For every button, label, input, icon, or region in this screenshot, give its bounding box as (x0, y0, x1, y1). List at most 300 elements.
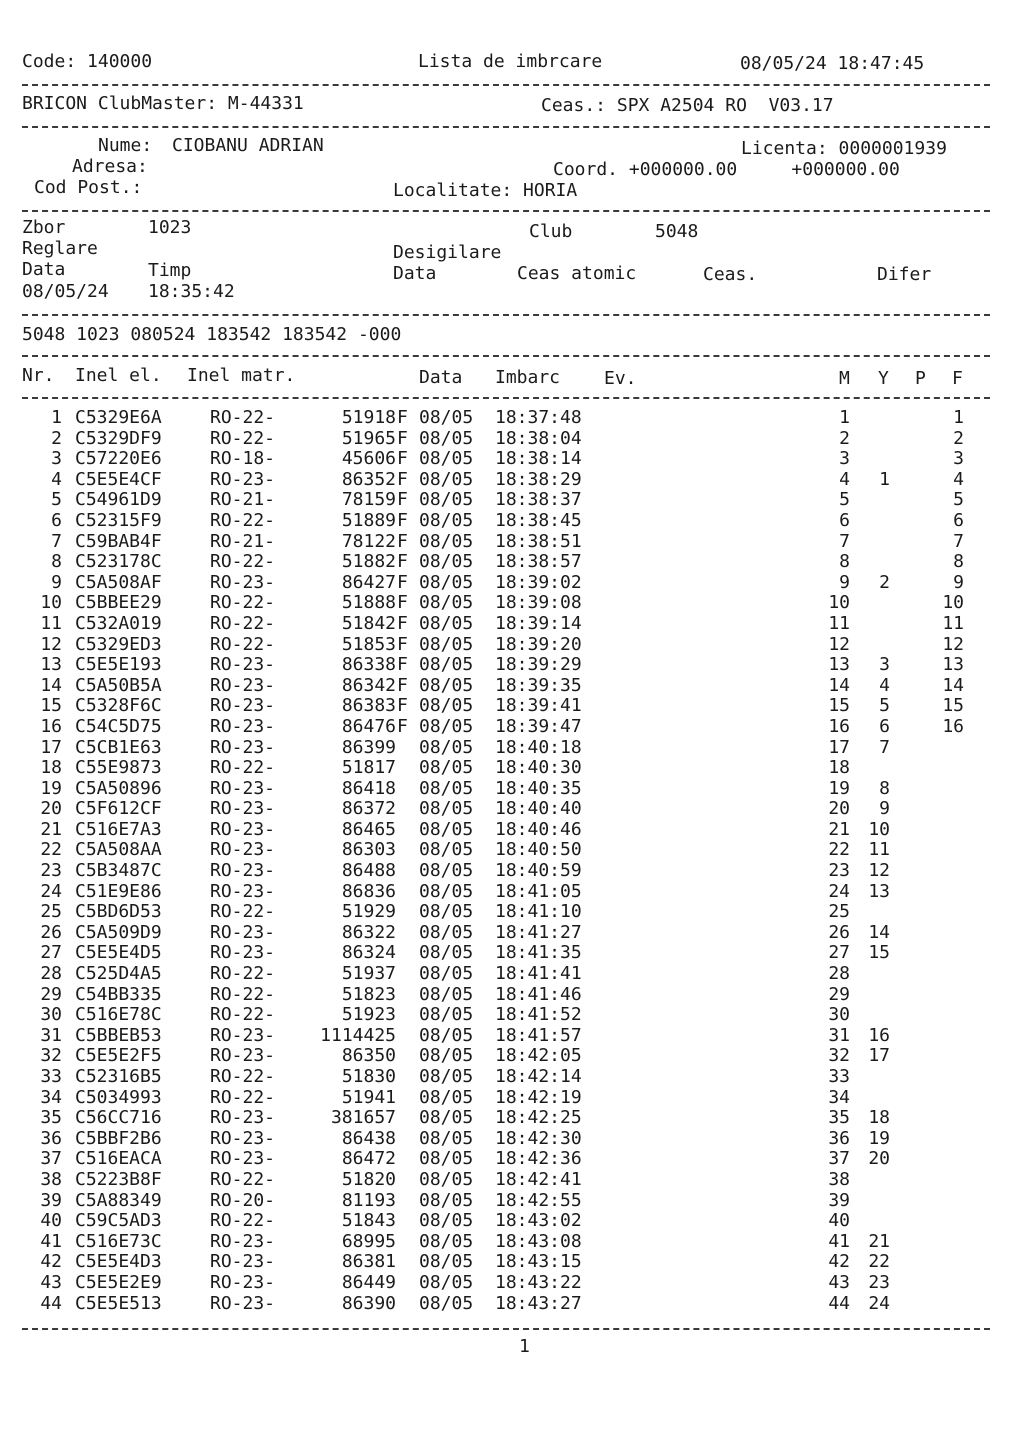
col-f: F (952, 368, 963, 389)
table-row (0, 1026, 1024, 1047)
table-row (0, 738, 1024, 759)
electronic-ring: C5E5E4D3 (75, 1251, 162, 1273)
basketing-date: 08/05 (419, 1004, 474, 1026)
basketing-time: 18:40:18 (495, 736, 582, 758)
ring-prefix: RO-21- (210, 530, 276, 552)
ring-number: 51929 (341, 901, 396, 923)
basketing-time: 18:38:14 (495, 448, 582, 470)
ring-prefix: RO-23- (210, 571, 276, 593)
basketing-time: 18:39:35 (495, 674, 582, 696)
rank-y: 16 (868, 1024, 890, 1046)
separator (22, 210, 990, 212)
rank-f: 1 (953, 407, 964, 428)
ring-prefix: RO-23- (210, 1230, 276, 1252)
electronic-ring: C5329E6A (75, 407, 162, 428)
rank-m: 41 (828, 1230, 850, 1252)
table-row (0, 799, 1024, 820)
basketing-date: 08/05 (419, 1210, 474, 1232)
ring-prefix: RO-23- (210, 1045, 276, 1067)
table-row (0, 1294, 1024, 1315)
table-row (0, 758, 1024, 779)
basketing-date: 08/05 (419, 633, 474, 655)
row-number: 1 (51, 407, 62, 428)
table-row (0, 1129, 1024, 1150)
col-nr: Nr. (22, 365, 55, 386)
electronic-ring: C5E5E4CF (75, 468, 162, 490)
basketing-time: 18:41:35 (495, 942, 582, 964)
rank-m: 3 (839, 448, 850, 470)
rank-m: 19 (828, 777, 850, 799)
basketing-time: 18:38:45 (495, 509, 582, 531)
basketing-time: 18:39:14 (495, 612, 582, 634)
col-ring-number: Inel matr. (187, 365, 296, 386)
basketing-date: 08/05 (419, 551, 474, 573)
electronic-ring: C5A508AF (75, 571, 162, 593)
ring-number: 86390 (341, 1292, 396, 1314)
rank-m: 7 (839, 530, 850, 552)
electronic-ring: C5329ED3 (75, 633, 162, 655)
ring-prefix: RO-23- (210, 777, 276, 799)
ring-prefix: RO-23- (210, 1148, 276, 1170)
clock-label: Ceas. (703, 264, 758, 285)
ring-prefix: RO-23- (210, 1127, 276, 1149)
basketing-time: 18:42:19 (495, 1086, 582, 1108)
ring-number: 51941 (341, 1086, 396, 1108)
rank-m: 12 (828, 633, 850, 655)
table-row (0, 985, 1024, 1006)
electronic-ring: C5328F6C (75, 695, 162, 717)
table-row (0, 1046, 1024, 1067)
basketing-date: 08/05 (419, 880, 474, 902)
rank-m: 18 (828, 757, 850, 779)
unsealing-label: Desigilare (393, 242, 502, 263)
ring-prefix: RO-23- (210, 736, 276, 758)
row-number: 7 (51, 530, 62, 552)
rank-f: 5 (953, 489, 964, 511)
basketing-date: 08/05 (419, 571, 474, 593)
separator (22, 84, 990, 86)
rank-m: 14 (828, 674, 850, 696)
electronic-ring: C5A50896 (75, 777, 162, 799)
ring-number: 86472 (341, 1148, 396, 1170)
ring-prefix: RO-22- (210, 407, 276, 428)
ring-number: 51965 (341, 427, 396, 449)
ring-number: 51817 (341, 757, 396, 779)
ring-number: 51889 (341, 509, 396, 531)
ring-number: 86352 (341, 468, 396, 490)
rank-f: 14 (942, 674, 964, 696)
basketing-time: 18:41:57 (495, 1024, 582, 1046)
electronic-ring: C51E9E86 (75, 880, 162, 902)
basketing-time: 18:39:47 (495, 715, 582, 737)
rank-m: 6 (839, 509, 850, 531)
basketing-date: 08/05 (419, 1086, 474, 1108)
electronic-ring: C5A50B5A (75, 674, 162, 696)
basketing-date: 08/05 (419, 715, 474, 737)
rank-f: 13 (942, 654, 964, 676)
electronic-ring: C55E9873 (75, 757, 162, 779)
clock-model: Ceas.: SPX A2504 RO V03.17 (541, 95, 834, 116)
setting-date-label: Data (22, 259, 66, 280)
basketing-time: 18:40:59 (495, 860, 582, 882)
electronic-ring: C532A019 (75, 612, 162, 634)
ring-prefix: RO-23- (210, 654, 276, 676)
electronic-ring: C52315F9 (75, 509, 162, 531)
rank-f: 4 (953, 468, 964, 490)
basketing-time: 18:40:40 (495, 798, 582, 820)
rank-m: 35 (828, 1107, 850, 1129)
table-row (0, 820, 1024, 841)
basketing-date: 08/05 (419, 1107, 474, 1129)
electronic-ring: C54BB335 (75, 983, 162, 1005)
owner-name-label: Nume: (98, 135, 153, 156)
basketing-time: 18:43:08 (495, 1230, 582, 1252)
ring-prefix: RO-23- (210, 1271, 276, 1293)
print-datetime: 08/05/24 18:47:45 (740, 53, 925, 74)
basketing-date: 08/05 (419, 757, 474, 779)
rank-m: 27 (828, 942, 850, 964)
ring-prefix: RO-23- (210, 468, 276, 490)
basketing-date: 08/05 (419, 963, 474, 985)
ring-number: 86338 (341, 654, 396, 676)
unsealing-date-label: Data (393, 263, 437, 284)
basketing-date: 08/05 (419, 921, 474, 943)
row-number: 30 (40, 1004, 62, 1026)
ring-prefix: RO-22- (210, 1004, 276, 1026)
table-row (0, 1273, 1024, 1294)
basketing-date: 08/05 (419, 1168, 474, 1190)
table-row (0, 593, 1024, 614)
basketing-time: 18:43:27 (495, 1292, 582, 1314)
ring-prefix: RO-22- (210, 427, 276, 449)
row-number: 3 (51, 448, 62, 470)
col-date: Data (419, 367, 463, 388)
row-number: 29 (40, 983, 62, 1005)
ring-number: 51843 (341, 1210, 396, 1232)
row-number: 39 (40, 1189, 62, 1211)
basketing-time: 18:40:35 (495, 777, 582, 799)
electronic-ring: C59C5AD3 (75, 1210, 162, 1232)
rank-m: 44 (828, 1292, 850, 1314)
rank-m: 26 (828, 921, 850, 943)
rank-y: 7 (879, 736, 890, 758)
table-row (0, 655, 1024, 676)
table-row (0, 882, 1024, 903)
rank-m: 13 (828, 654, 850, 676)
ring-number: 86322 (341, 921, 396, 943)
row-number: 21 (40, 818, 62, 840)
ring-prefix: RO-23- (210, 798, 276, 820)
ring-prefix: RO-22- (210, 757, 276, 779)
basketing-time: 18:41:05 (495, 880, 582, 902)
rank-y: 5 (879, 695, 890, 717)
ring-prefix: RO-23- (210, 880, 276, 902)
rank-y: 6 (879, 715, 890, 737)
row-number: 4 (51, 468, 62, 490)
row-number: 19 (40, 777, 62, 799)
ring-flag: F (397, 509, 408, 531)
rank-m: 10 (828, 592, 850, 614)
rank-y: 24 (868, 1292, 890, 1314)
electronic-ring: C54961D9 (75, 489, 162, 511)
table-row (0, 676, 1024, 697)
electronic-ring: C5223B8F (75, 1168, 162, 1190)
electronic-ring: C54C5D75 (75, 715, 162, 737)
basketing-time: 18:42:41 (495, 1168, 582, 1190)
ring-number: 51820 (341, 1168, 396, 1190)
table-row (0, 1149, 1024, 1170)
basketing-time: 18:40:30 (495, 757, 582, 779)
electronic-ring: C523178C (75, 551, 162, 573)
electronic-ring: C5E5E4D5 (75, 942, 162, 964)
table-row (0, 470, 1024, 491)
rank-m: 32 (828, 1045, 850, 1067)
ring-prefix: RO-20- (210, 1189, 276, 1211)
ring-number: 86350 (341, 1045, 396, 1067)
rank-f: 6 (953, 509, 964, 531)
row-number: 44 (40, 1292, 62, 1314)
basketing-date: 08/05 (419, 1189, 474, 1211)
ring-prefix: RO-18- (210, 448, 276, 470)
separator (22, 1328, 990, 1330)
basketing-date: 08/05 (419, 407, 474, 428)
ring-number: 78159 (341, 489, 396, 511)
basketing-time: 18:39:20 (495, 633, 582, 655)
basketing-date: 08/05 (419, 860, 474, 882)
ring-number: 86324 (341, 942, 396, 964)
rank-f: 9 (953, 571, 964, 593)
ring-prefix: RO-21- (210, 489, 276, 511)
locality: Localitate: HORIA (393, 180, 578, 201)
ring-prefix: RO-23- (210, 1024, 276, 1046)
ring-number: 51923 (341, 1004, 396, 1026)
ring-number: 381657 (330, 1107, 396, 1129)
table-row (0, 696, 1024, 717)
document-title: Lista de imbrcare (418, 51, 603, 72)
ring-prefix: RO-22- (210, 551, 276, 573)
club-label: Club (529, 221, 573, 242)
postcode-label: Cod Post.: (34, 177, 143, 198)
electronic-ring: C5BD6D53 (75, 901, 162, 923)
basketing-time: 18:42:55 (495, 1189, 582, 1211)
ring-prefix: RO-23- (210, 1292, 276, 1314)
row-number: 13 (40, 654, 62, 676)
setting-label: Reglare (22, 238, 98, 259)
rank-y: 11 (868, 839, 890, 861)
basketing-date: 08/05 (419, 448, 474, 470)
ring-prefix: RO-22- (210, 1066, 276, 1087)
rank-f: 16 (942, 715, 964, 737)
address-label: Adresa: (72, 156, 148, 177)
electronic-ring: C516E7A3 (75, 818, 162, 840)
basketing-time: 18:42:14 (495, 1066, 582, 1087)
table-row (0, 840, 1024, 861)
ring-flag: F (397, 674, 408, 696)
basketing-time: 18:42:05 (495, 1045, 582, 1067)
electronic-ring: C516E78C (75, 1004, 162, 1026)
basketing-date: 08/05 (419, 1230, 474, 1252)
basketing-date: 08/05 (419, 654, 474, 676)
basketing-list (0, 408, 1024, 1314)
row-number: 17 (40, 736, 62, 758)
table-row (0, 943, 1024, 964)
basketing-date: 08/05 (419, 942, 474, 964)
system-name: BRICON ClubMaster: M-44331 (22, 93, 304, 114)
row-number: 24 (40, 880, 62, 902)
basketing-time: 18:43:02 (495, 1210, 582, 1232)
ring-number: 86449 (341, 1271, 396, 1293)
electronic-ring: C5CB1E63 (75, 736, 162, 758)
document-code: Code: 140000 (22, 51, 153, 72)
ring-flag: F (397, 654, 408, 676)
basketing-time: 18:40:50 (495, 839, 582, 861)
rank-f: 8 (953, 551, 964, 573)
row-number: 31 (40, 1024, 62, 1046)
ring-number: 86836 (341, 880, 396, 902)
rank-y: 23 (868, 1271, 890, 1293)
rank-m: 24 (828, 880, 850, 902)
rank-y: 21 (868, 1230, 890, 1252)
basketing-date: 08/05 (419, 1271, 474, 1293)
electronic-ring: C5329DF9 (75, 427, 162, 449)
table-row (0, 1232, 1024, 1253)
owner-name: CIOBANU ADRIAN (172, 135, 324, 156)
ring-prefix: RO-23- (210, 1107, 276, 1129)
basketing-date: 08/05 (419, 1148, 474, 1170)
rank-m: 9 (839, 571, 850, 593)
summary-line: 5048 1023 080524 183542 183542 -000 (22, 324, 402, 345)
basketing-time: 18:41:41 (495, 963, 582, 985)
flight-number: 1023 (148, 217, 192, 238)
ring-flag: F (397, 612, 408, 634)
rank-f: 3 (953, 448, 964, 470)
basketing-date: 08/05 (419, 777, 474, 799)
ring-prefix: RO-23- (210, 1251, 276, 1273)
ring-prefix: RO-23- (210, 715, 276, 737)
row-number: 26 (40, 921, 62, 943)
table-row (0, 532, 1024, 553)
ring-flag: F (397, 530, 408, 552)
ring-prefix: RO-22- (210, 612, 276, 634)
basketing-time: 18:41:46 (495, 983, 582, 1005)
club-number: 5048 (655, 221, 699, 242)
setting-time: 18:35:42 (148, 281, 235, 302)
rank-m: 40 (828, 1210, 850, 1232)
row-number: 2 (51, 427, 62, 449)
ring-prefix: RO-23- (210, 695, 276, 717)
table-row (0, 1005, 1024, 1026)
basketing-time: 18:43:15 (495, 1251, 582, 1273)
row-number: 6 (51, 509, 62, 531)
row-number: 42 (40, 1251, 62, 1273)
ring-flag: F (397, 489, 408, 511)
table-row (0, 511, 1024, 532)
rank-f: 15 (942, 695, 964, 717)
row-number: 15 (40, 695, 62, 717)
col-m: M (839, 368, 850, 389)
basketing-time: 18:42:36 (495, 1148, 582, 1170)
flight-label: Zbor (22, 217, 66, 238)
basketing-date: 08/05 (419, 1066, 474, 1087)
rank-f: 11 (942, 612, 964, 634)
rank-m: 17 (828, 736, 850, 758)
electronic-ring: C5BBEE29 (75, 592, 162, 614)
basketing-date: 08/05 (419, 509, 474, 531)
rank-y: 12 (868, 860, 890, 882)
basketing-time: 18:37:48 (495, 407, 582, 428)
table-row (0, 964, 1024, 985)
ring-flag: F (397, 427, 408, 449)
rank-m: 20 (828, 798, 850, 820)
basketing-time: 18:43:22 (495, 1271, 582, 1293)
separator (22, 314, 990, 316)
ring-flag: F (397, 592, 408, 614)
rank-m: 43 (828, 1271, 850, 1293)
rank-m: 1 (839, 407, 850, 428)
ring-flag: F (397, 407, 408, 428)
ring-flag: F (397, 551, 408, 573)
electronic-ring: C5E5E2F5 (75, 1045, 162, 1067)
table-row (0, 635, 1024, 656)
col-event: Ev. (604, 368, 637, 389)
table-row (0, 717, 1024, 738)
row-number: 37 (40, 1148, 62, 1170)
rank-m: 34 (828, 1086, 850, 1108)
table-row (0, 1067, 1024, 1088)
electronic-ring: C5B3487C (75, 860, 162, 882)
rank-f: 7 (953, 530, 964, 552)
ring-prefix: RO-22- (210, 901, 276, 923)
basketing-time: 18:39:29 (495, 654, 582, 676)
rank-m: 11 (828, 612, 850, 634)
rank-m: 23 (828, 860, 850, 882)
atomic-clock-label: Ceas atomic (517, 263, 637, 284)
row-number: 22 (40, 839, 62, 861)
ring-number: 68995 (341, 1230, 396, 1252)
ring-flag: F (397, 695, 408, 717)
ring-flag: F (397, 468, 408, 490)
ring-number: 86418 (341, 777, 396, 799)
rank-y: 14 (868, 921, 890, 943)
col-p: P (915, 368, 926, 389)
row-number: 20 (40, 798, 62, 820)
table-row (0, 490, 1024, 511)
ring-number: 86488 (341, 860, 396, 882)
basketing-date: 08/05 (419, 818, 474, 840)
basketing-date: 08/05 (419, 983, 474, 1005)
ring-number: 1114425 (320, 1024, 396, 1046)
table-row (0, 429, 1024, 450)
electronic-ring: C5A509D9 (75, 921, 162, 943)
ring-flag: F (397, 715, 408, 737)
basketing-date: 08/05 (419, 1127, 474, 1149)
ring-prefix: RO-23- (210, 674, 276, 696)
ring-prefix: RO-22- (210, 1086, 276, 1108)
rank-f: 12 (942, 633, 964, 655)
row-number: 10 (40, 592, 62, 614)
basketing-date: 08/05 (419, 1251, 474, 1273)
ring-number: 51888 (341, 592, 396, 614)
ring-prefix: RO-22- (210, 1210, 276, 1232)
rank-m: 42 (828, 1251, 850, 1273)
rank-m: 2 (839, 427, 850, 449)
basketing-date: 08/05 (419, 592, 474, 614)
ring-number: 51842 (341, 612, 396, 634)
row-number: 25 (40, 901, 62, 923)
basketing-date: 08/05 (419, 468, 474, 490)
table-row (0, 923, 1024, 944)
basketing-date: 08/05 (419, 736, 474, 758)
